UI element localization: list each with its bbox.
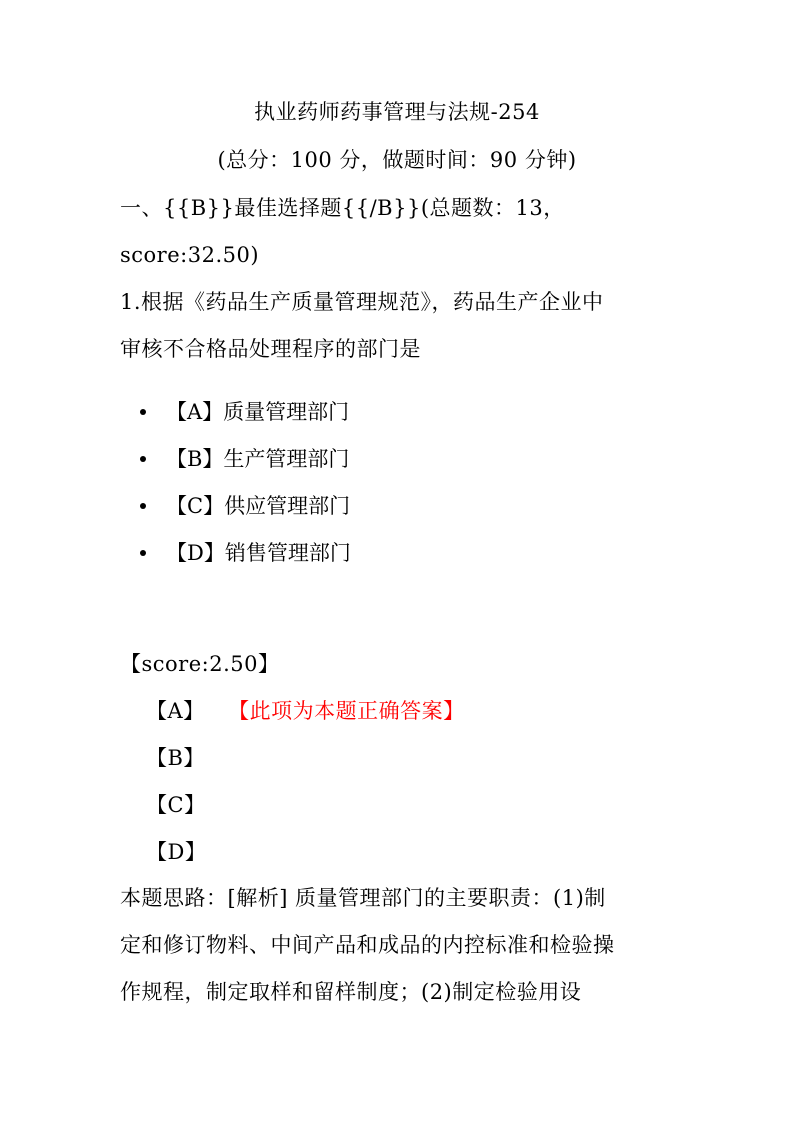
document-title: 执业药师药事管理与法规-254 bbox=[254, 100, 540, 124]
document-subtitle: (总分：100 分，做题时间：90 分钟) bbox=[217, 148, 577, 172]
section-heading-score: score:32.50) bbox=[120, 243, 260, 267]
answer-choice-c bbox=[146, 791, 206, 819]
answer-choice-b bbox=[146, 744, 205, 772]
option-c bbox=[140, 492, 350, 520]
correct-answer-note: 【此项为本题正确答案】 bbox=[238, 699, 465, 723]
answer-score: 【score:2.50】 bbox=[120, 652, 280, 676]
option-a bbox=[140, 398, 349, 426]
option-b bbox=[140, 445, 349, 473]
option-label: 【C】供应管理部门 bbox=[166, 494, 351, 518]
answer-key: 【D】 bbox=[146, 840, 207, 864]
option-d bbox=[140, 539, 351, 567]
bullet-icon bbox=[140, 409, 146, 415]
explanation-text: 本题思路：[解析] 质量管理部门的主要职责：(1)制 bbox=[120, 886, 606, 910]
option-label: 【A】质量管理部门 bbox=[166, 400, 350, 424]
explanation-text-2: 定和修订物料、中间产品和成品的内控标准和检验操 bbox=[120, 933, 615, 957]
explanation-text-3: 作规程，制定取样和留样制度；(2)制定检验用设 bbox=[120, 980, 582, 1004]
bullet-icon bbox=[140, 456, 146, 462]
answer-key: 【C】 bbox=[146, 793, 206, 817]
answer-key: 【A】 bbox=[146, 699, 205, 723]
bullet-icon bbox=[140, 503, 146, 509]
question-text: 1.根据《药品生产质量管理规范》，药品生产企业中 bbox=[120, 290, 604, 314]
answer-choice-d bbox=[146, 838, 206, 866]
section-heading: 一、{{B}}最佳选择题{{/B}}(总题数：13， bbox=[120, 196, 565, 220]
answer-key: 【B】 bbox=[146, 746, 205, 770]
question-text-continued: 审核不合格品处理程序的部门是 bbox=[120, 337, 421, 361]
option-label: 【D】销售管理部门 bbox=[166, 541, 351, 565]
answer-choice-a bbox=[146, 697, 465, 725]
bullet-icon bbox=[140, 550, 146, 556]
option-label: 【B】生产管理部门 bbox=[166, 447, 350, 471]
